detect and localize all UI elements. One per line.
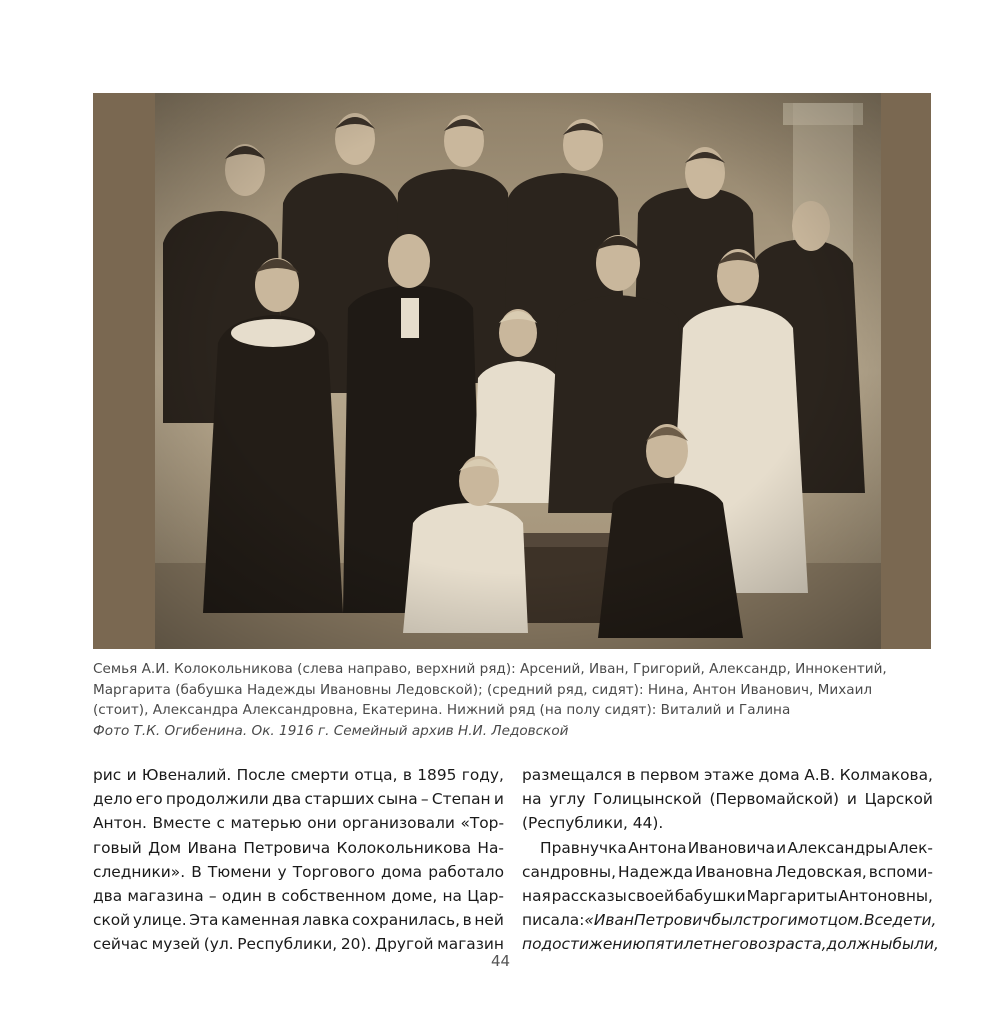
text-column-left <box>93 763 504 957</box>
family-portrait-photo <box>93 93 931 649</box>
photo-caption <box>93 659 935 741</box>
body-line: рис и Ювеналий. После смерти отца, в 1895 году, <box>93 766 504 784</box>
body-line: ная рассказы своей бабушки Маргариты Антоновны, <box>522 887 933 906</box>
body-line: Антон. Вместе с матерью они организовали «Тор- <box>93 814 504 833</box>
body-line: ской улице. Эта каменная лавка сохранилась, в ней <box>93 911 504 930</box>
body-line: Правнучка Антона Ивановича и Александры Алек- <box>540 838 933 857</box>
photo-credit: Фото Т.К. Огибенина. Ок. 1916 г. Семейный архив Н.И. Ледовской <box>93 722 569 739</box>
caption-line: Маргарита (бабушка Надежды Ивановны Ледовской); (средний ряд, сидят): Нина, Антон Иванович, Михаил <box>93 681 873 698</box>
text-column-right <box>522 763 939 957</box>
body-line: следники». В Тюмени у Торгового дома работало <box>93 862 504 881</box>
body-line-mixed: писала: «Иван Петрович был строгим отцом. Все дети, <box>522 911 937 930</box>
body-line: сандровны, Надежда Ивановна Ледовская, вспоми- <box>522 862 933 881</box>
body-line: сейчас музей (ул. Республики, 20). Другой магазин <box>93 935 504 954</box>
page-number: 44 <box>490 952 511 970</box>
caption-line: (стоит), Александра Александровна, Екатерина. Нижний ряд (на полу сидят): Виталий и Галина <box>93 702 791 718</box>
body-line: два магазина – один в собственном доме, на Цар- <box>93 887 504 906</box>
body-line: (Республики, 44). <box>522 814 664 833</box>
body-line: дело его продолжили два старших сына – Степан и <box>93 790 504 809</box>
caption-line: Семья А.И. Колокольникова (слева направо, верхний ряд): Арсений, Иван, Григорий, Александр, Иннокентий, <box>93 661 887 677</box>
body-line: говый Дом Ивана Петровича Колокольникова На- <box>93 838 504 857</box>
family-portrait-illustration <box>93 93 931 649</box>
body-line: размещался в первом этаже дома А.В. Колмакова, <box>522 766 933 784</box>
quote-line: по достижению пятилетнего возраста, должны были, <box>522 935 939 954</box>
body-line: на углу Голицынской (Первомайской) и Царской <box>522 790 933 809</box>
